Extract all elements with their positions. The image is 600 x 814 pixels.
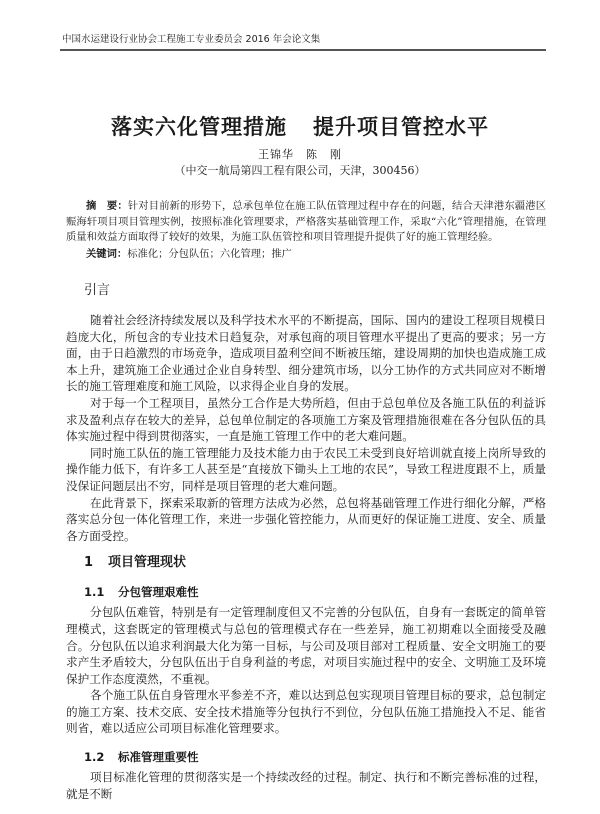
- subsection-title: 分包管理艰难性: [118, 585, 199, 600]
- paragraph: 各个施工队伍自身管理水平参差不齐，难以达到总包实现项目管理目标的要求，总包制定的施工方案、技术交底、安全技术措施等分包执行不到位，分包队伍施工措施投入不足、能省则省，难以适应公司项目标准化管理要求。: [66, 688, 546, 736]
- intro-body: [66, 312, 546, 544]
- abstract-text: 针对目前新的形势下，总承包单位在施工队伍管理过程中存在的问题，结合天津港东疆港区赈海轩项目项目管理实例，按照标准化管理要求，严格落实基础管理工作，采取“六化”管理措施，在管理质量和效益方面取得了较好的效果，为施工队伍管控和项目管理提升提供了好的施工管理经验。: [66, 200, 547, 243]
- abstract: [66, 199, 546, 246]
- title-part1: 落实六化管理措施: [111, 114, 287, 139]
- authors: 王锦华 陈 刚: [258, 148, 342, 161]
- section-number: 1: [84, 555, 94, 571]
- subsection-heading-1-1: [84, 584, 546, 600]
- paragraph: 在此背景下，探索采取新的管理方法成为必然，总包将基础管理工作进行细化分解，严格落实总分包一体化管理工作，来进一步强化管控能力，从而更好的保证施工进度、安全、质量各方面受控。: [66, 495, 546, 543]
- running-head: 中国水运建设行业协会工程施工专业委员会 2016 年会论文集: [62, 34, 321, 45]
- abstract-label: 摘 要：: [86, 200, 128, 212]
- section-heading-intro: 引言: [84, 283, 111, 298]
- subsection-title: 标准管理重要性: [118, 750, 199, 765]
- keywords-text: 标准化；分包队伍；六化管理；推广: [127, 247, 292, 260]
- section-heading-1: [84, 554, 546, 572]
- section-1-2-body: [66, 769, 546, 802]
- keywords: [86, 247, 546, 263]
- header-rule: [60, 49, 546, 51]
- paragraph: 项目标准化管理的贯彻落实是一个持续改经的过程。制定、执行和不断完善标准的过程，就是不断: [66, 770, 546, 801]
- keywords-label: 关键词：: [86, 247, 128, 260]
- paragraph: 同时施工队伍的施工管理能力及技术能力由于农民工未受到良好培训就直接上岗所导致的操作能力低下，有许多工人甚至是“直接放下锄头上工地的农民”，导致工程进度跟不上，质量没保证问题层出不穷，同样是项目管理的老大难问题。: [66, 445, 546, 493]
- section-1-1-body: [66, 604, 546, 737]
- paragraph: 分包队伍难管，特别是有一定管理制度但又不完善的分包队伍，自身有一套既定的简单管理模式，这套既定的管理模式与总包的管理模式存在一些差异，施工初期难以全面接受及融合。分包队伍以追求利润最大化为第一目标，与公司及项目部对工程质量、安全文明施工的要求产生矛盾较大，分包队伍出于自身利益的考虑，对项目实施过程中的安全、文明施工及环境保护工作态度漠然，不重视。: [66, 605, 546, 686]
- subsection-number: 1.2: [84, 750, 105, 765]
- section-title: 项目管理现状: [108, 555, 187, 571]
- subsection-heading-1-2: [84, 749, 546, 765]
- paragraph: 随着社会经济持续发展以及科学技术水平的不断提高，国际、国内的建设工程项目规模日趋庞大化，所包含的专业技术日趋复杂，对承包商的项目管理水平提出了更高的要求；另一方面，由于日趋激烈的市场竞争，造成项目盈利空间不断被压缩，建设周期的加快也造成施工成本上升，建筑施工企业通过企业自身转型、细分建筑市场，以分工协作的方式共同应对不断增长的施工管理难度和施工风险，以求得企业自身的发展。: [66, 313, 546, 394]
- subsection-number: 1.1: [84, 585, 105, 600]
- paragraph: 对于每一个工程项目，虽然分工合作是大势所趋，但由于总包单位及各施工队伍的利益诉求及盈利点存在较大的差异，总包单位制定的各项施工方案及管理措施很难在各分包队伍的具体实施过程中得到贯彻落实，一直是施工管理工作中的老大难问题。: [66, 395, 546, 444]
- page-title: [0, 113, 600, 141]
- title-part2: 提升项目管控水平: [313, 114, 489, 139]
- affiliation: （中交一航局第四工程有限公司，天津，300456）: [174, 164, 426, 177]
